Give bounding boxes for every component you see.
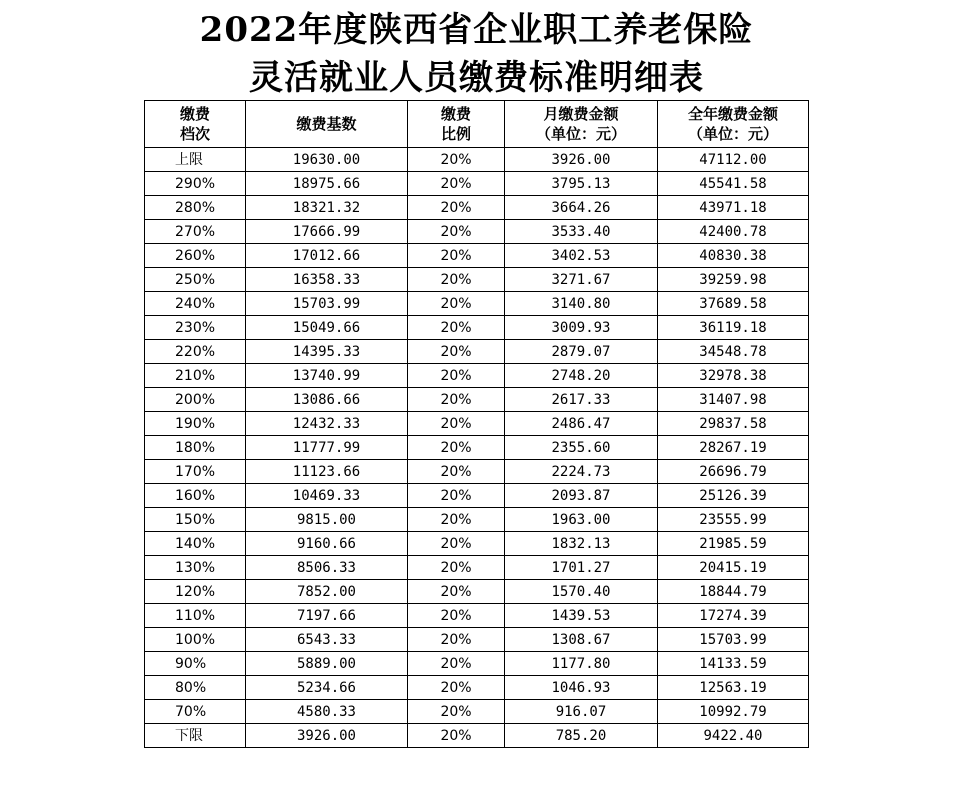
cell-ratio: 20% <box>408 364 505 388</box>
cell-monthly: 2355.60 <box>505 436 658 460</box>
cell-grade: 170% <box>145 460 246 484</box>
cell-ratio: 20% <box>408 580 505 604</box>
table-row <box>145 556 809 580</box>
cell-ratio: 20% <box>408 556 505 580</box>
cell-ratio: 20% <box>408 532 505 556</box>
header-ratio <box>408 101 505 148</box>
cell-monthly: 3009.93 <box>505 316 658 340</box>
cell-monthly: 2224.73 <box>505 460 658 484</box>
cell-grade: 70% <box>145 700 246 724</box>
cell-grade: 110% <box>145 604 246 628</box>
cell-annual: 18844.79 <box>658 580 809 604</box>
header-grade-line2: 档次 <box>179 125 210 143</box>
cell-monthly: 3533.40 <box>505 220 658 244</box>
cell-ratio: 20% <box>408 436 505 460</box>
cell-grade: 80% <box>145 676 246 700</box>
cell-monthly: 1832.13 <box>505 532 658 556</box>
header-grade <box>145 101 246 148</box>
cell-base: 11777.99 <box>246 436 408 460</box>
cell-grade: 220% <box>145 340 246 364</box>
cell-base: 15703.99 <box>246 292 408 316</box>
table-row <box>145 172 809 196</box>
cell-ratio: 20% <box>408 292 505 316</box>
cell-grade: 200% <box>145 388 246 412</box>
cell-ratio: 20% <box>408 700 505 724</box>
cell-base: 13740.99 <box>246 364 408 388</box>
cell-grade: 230% <box>145 316 246 340</box>
cell-ratio: 20% <box>408 484 505 508</box>
header-ratio-line1: 缴费 <box>440 105 471 123</box>
table-row <box>145 652 809 676</box>
cell-monthly: 1046.93 <box>505 676 658 700</box>
table-row <box>145 484 809 508</box>
table-row <box>145 436 809 460</box>
cell-annual: 12563.19 <box>658 676 809 700</box>
table-row <box>145 244 809 268</box>
header-base-line1: 缴费基数 <box>296 115 357 133</box>
table-row <box>145 580 809 604</box>
cell-annual: 10992.79 <box>658 700 809 724</box>
header-monthly <box>505 101 658 148</box>
cell-monthly: 3271.67 <box>505 268 658 292</box>
cell-base: 11123.66 <box>246 460 408 484</box>
cell-base: 9160.66 <box>246 532 408 556</box>
table-row <box>145 460 809 484</box>
header-base <box>246 101 408 148</box>
table-row <box>145 676 809 700</box>
cell-grade: 270% <box>145 220 246 244</box>
cell-ratio: 20% <box>408 508 505 532</box>
table-row <box>145 628 809 652</box>
cell-base: 17666.99 <box>246 220 408 244</box>
table-row <box>145 364 809 388</box>
cell-grade: 上限 <box>145 148 246 172</box>
cell-annual: 26696.79 <box>658 460 809 484</box>
cell-grade: 90% <box>145 652 246 676</box>
cell-ratio: 20% <box>408 388 505 412</box>
cell-grade: 290% <box>145 172 246 196</box>
cell-monthly: 2617.33 <box>505 388 658 412</box>
cell-ratio: 20% <box>408 724 505 748</box>
cell-ratio: 20% <box>408 196 505 220</box>
header-annual-line1: 全年缴费金额 <box>687 105 778 123</box>
cell-base: 14395.33 <box>246 340 408 364</box>
cell-annual: 43971.18 <box>658 196 809 220</box>
cell-annual: 42400.78 <box>658 220 809 244</box>
cell-grade: 190% <box>145 412 246 436</box>
cell-base: 6543.33 <box>246 628 408 652</box>
cell-base: 7852.00 <box>246 580 408 604</box>
cell-annual: 37689.58 <box>658 292 809 316</box>
cell-ratio: 20% <box>408 268 505 292</box>
cell-grade: 120% <box>145 580 246 604</box>
cell-monthly: 2093.87 <box>505 484 658 508</box>
contribution-table <box>144 100 809 748</box>
cell-base: 8506.33 <box>246 556 408 580</box>
cell-monthly: 3402.53 <box>505 244 658 268</box>
table-row <box>145 220 809 244</box>
table-row <box>145 412 809 436</box>
cell-monthly: 1963.00 <box>505 508 658 532</box>
cell-grade: 150% <box>145 508 246 532</box>
table-row <box>145 292 809 316</box>
cell-monthly: 3795.13 <box>505 172 658 196</box>
cell-annual: 40830.38 <box>658 244 809 268</box>
cell-monthly: 2486.47 <box>505 412 658 436</box>
cell-grade: 160% <box>145 484 246 508</box>
cell-annual: 14133.59 <box>658 652 809 676</box>
cell-monthly: 1308.67 <box>505 628 658 652</box>
table-row <box>145 724 809 748</box>
table-row <box>145 316 809 340</box>
table-row <box>145 340 809 364</box>
cell-ratio: 20% <box>408 604 505 628</box>
cell-annual: 31407.98 <box>658 388 809 412</box>
cell-grade: 下限 <box>145 724 246 748</box>
cell-base: 3926.00 <box>246 724 408 748</box>
cell-annual: 25126.39 <box>658 484 809 508</box>
table-row <box>145 532 809 556</box>
cell-base: 13086.66 <box>246 388 408 412</box>
cell-annual: 29837.58 <box>658 412 809 436</box>
cell-base: 15049.66 <box>246 316 408 340</box>
header-annual-line2: （单位：元） <box>687 125 778 143</box>
cell-grade: 210% <box>145 364 246 388</box>
cell-annual: 45541.58 <box>658 172 809 196</box>
cell-grade: 140% <box>145 532 246 556</box>
cell-base: 12432.33 <box>246 412 408 436</box>
cell-base: 9815.00 <box>246 508 408 532</box>
header-ratio-line2: 比例 <box>440 125 471 143</box>
cell-grade: 240% <box>145 292 246 316</box>
cell-ratio: 20% <box>408 172 505 196</box>
cell-annual: 17274.39 <box>658 604 809 628</box>
cell-monthly: 3140.80 <box>505 292 658 316</box>
cell-monthly: 785.20 <box>505 724 658 748</box>
cell-base: 19630.00 <box>246 148 408 172</box>
cell-monthly: 3926.00 <box>505 148 658 172</box>
cell-ratio: 20% <box>408 676 505 700</box>
table-header-row <box>145 101 809 148</box>
cell-ratio: 20% <box>408 460 505 484</box>
cell-ratio: 20% <box>408 628 505 652</box>
cell-base: 18321.32 <box>246 196 408 220</box>
cell-annual: 21985.59 <box>658 532 809 556</box>
cell-base: 7197.66 <box>246 604 408 628</box>
cell-monthly: 1570.40 <box>505 580 658 604</box>
title-line-1: 2022年度陕西省企业职工养老保险 <box>199 10 754 50</box>
cell-ratio: 20% <box>408 316 505 340</box>
cell-ratio: 20% <box>408 244 505 268</box>
document-title <box>0 6 953 102</box>
cell-grade: 250% <box>145 268 246 292</box>
cell-grade: 280% <box>145 196 246 220</box>
cell-ratio: 20% <box>408 220 505 244</box>
cell-base: 10469.33 <box>246 484 408 508</box>
cell-annual: 32978.38 <box>658 364 809 388</box>
cell-annual: 39259.98 <box>658 268 809 292</box>
cell-base: 4580.33 <box>246 700 408 724</box>
header-annual <box>658 101 809 148</box>
cell-grade: 100% <box>145 628 246 652</box>
cell-monthly: 2748.20 <box>505 364 658 388</box>
title-line-2: 灵活就业人员缴费标准明细表 <box>249 58 704 98</box>
header-monthly-line2: （单位：元） <box>535 125 626 143</box>
header-monthly-line1: 月缴费金额 <box>543 105 619 123</box>
cell-monthly: 1701.27 <box>505 556 658 580</box>
cell-annual: 15703.99 <box>658 628 809 652</box>
cell-annual: 47112.00 <box>658 148 809 172</box>
table-row <box>145 388 809 412</box>
cell-monthly: 3664.26 <box>505 196 658 220</box>
table-row <box>145 268 809 292</box>
cell-ratio: 20% <box>408 412 505 436</box>
cell-grade: 260% <box>145 244 246 268</box>
cell-base: 17012.66 <box>246 244 408 268</box>
cell-base: 18975.66 <box>246 172 408 196</box>
cell-monthly: 2879.07 <box>505 340 658 364</box>
table-row <box>145 604 809 628</box>
cell-annual: 34548.78 <box>658 340 809 364</box>
cell-annual: 23555.99 <box>658 508 809 532</box>
cell-monthly: 1439.53 <box>505 604 658 628</box>
cell-annual: 20415.19 <box>658 556 809 580</box>
cell-grade: 130% <box>145 556 246 580</box>
cell-monthly: 1177.80 <box>505 652 658 676</box>
table-row <box>145 508 809 532</box>
cell-base: 5234.66 <box>246 676 408 700</box>
cell-annual: 9422.40 <box>658 724 809 748</box>
cell-ratio: 20% <box>408 652 505 676</box>
cell-ratio: 20% <box>408 340 505 364</box>
header-grade-line1: 缴费 <box>179 105 210 123</box>
cell-monthly: 916.07 <box>505 700 658 724</box>
cell-annual: 36119.18 <box>658 316 809 340</box>
cell-base: 5889.00 <box>246 652 408 676</box>
table-row <box>145 148 809 172</box>
cell-base: 16358.33 <box>246 268 408 292</box>
cell-ratio: 20% <box>408 148 505 172</box>
table-row <box>145 196 809 220</box>
cell-annual: 28267.19 <box>658 436 809 460</box>
table-row <box>145 700 809 724</box>
cell-grade: 180% <box>145 436 246 460</box>
